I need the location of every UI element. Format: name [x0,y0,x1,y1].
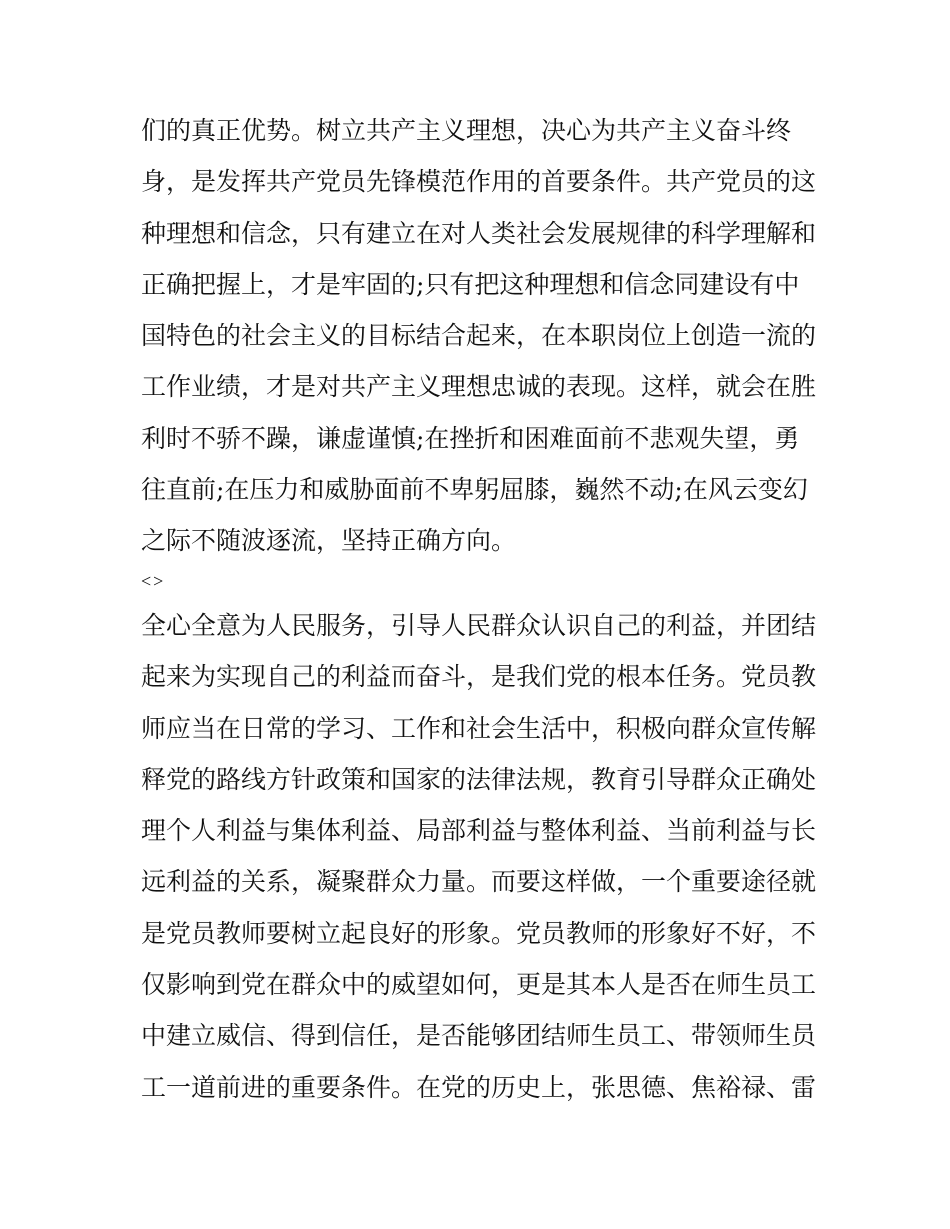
paragraph-line: 仅影响到党在群众中的威望如何，更是其本人是否在师生员工 [141,970,817,1000]
paragraph-line: 师应当在日常的学习、工作和社会生活中，积极向群众宣传解 [141,713,817,743]
paragraph-1 [141,105,821,567]
paragraph-line: 往直前;在压力和威胁面前不卑躬屈膝，巍然不动;在风云变幻 [141,475,808,505]
section-marker: <> [141,571,166,591]
paragraph-line: 正确把握上，才是牢固的;只有把这种理想和信念同建设有中 [141,269,800,299]
paragraph-2 [141,600,821,1113]
paragraph-line: 工一道前进的重要条件。在党的历史上，张思德、焦裕禄、雷 [141,1072,817,1102]
paragraph-line: 远利益的关系，凝聚群众力量。而要这样做，一个重要途径就 [141,867,817,897]
paragraph-line: 们的真正优势。树立共产主义理想，决心为共产主义奋斗终 [141,116,792,145]
paragraph-line: 起来为实现自己的利益而奋斗，是我们党的根本任务。党员教 [141,662,817,692]
paragraph-line: 利时不骄不躁，谦虚谨慎;在挫折和困难面前不悲观失望，勇 [141,423,800,453]
paragraph-line: 是党员教师要树立起良好的形象。党员教师的形象好不好，不 [141,918,817,948]
paragraph-line: 工作业绩，才是对共产主义理想忠诚的表现。这样，就会在胜 [141,372,817,402]
paragraph-line: 理个人利益与集体利益、局部利益与整体利益、当前利益与长 [141,816,817,846]
paragraph-line: 释党的路线方针政策和国家的法律法规，教育引导群众正确处 [141,764,817,794]
paragraph-line: 之际不随波逐流，坚持正确方向。 [141,526,517,556]
paragraph-line: 国特色的社会主义的目标结合起来，在本职岗位上创造一流的 [141,321,817,351]
paragraph-line: 种理想和信念，只有建立在对人类社会发展规律的科学理解和 [141,218,817,248]
paragraph-line: 全心全意为人民服务，引导人民群众认识自己的利益，并团结 [141,611,817,640]
paragraph-line: 身，是发挥共产党员先锋模范作用的首要条件。共产党员的这 [141,167,817,197]
paragraph-line: 中建立威信、得到信任，是否能够团结师生员工、带领师生员 [141,1021,817,1051]
